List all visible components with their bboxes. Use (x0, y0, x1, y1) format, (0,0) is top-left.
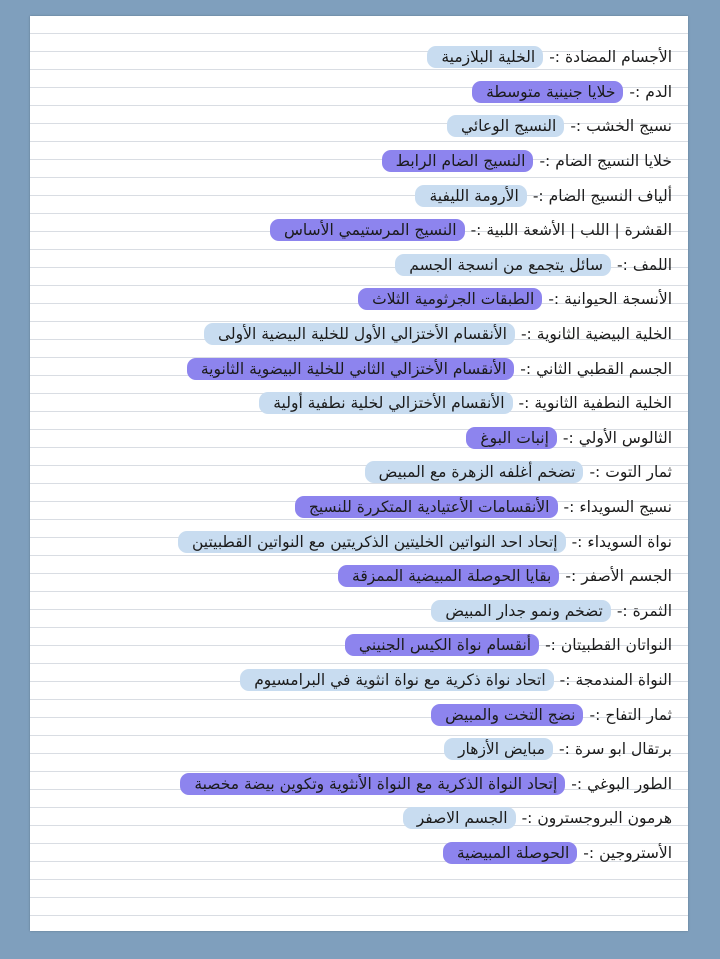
separator: :- (520, 325, 532, 344)
definition-highlight: تضخم أغلفه الزهرة مع المبيض (365, 461, 584, 483)
note-row (32, 801, 672, 836)
note-row (32, 75, 672, 110)
term-text: نسيج السويداء (579, 498, 672, 517)
term-text: برتقال ابو سرة (574, 740, 672, 759)
note-row (32, 697, 672, 732)
separator: :- (563, 498, 575, 517)
separator: :- (548, 290, 560, 309)
term-text: الثمرة (632, 601, 672, 620)
note-row (32, 40, 672, 75)
definition-highlight: خلايا جنينية متوسطة (472, 81, 623, 103)
note-row (32, 109, 672, 144)
definition-highlight: بقايا الحوصلة المبيضية الممزقة (338, 565, 559, 587)
definition-highlight: النسيج الوعائي (447, 115, 564, 137)
definition-highlight: الحوصلة المبيضية (443, 842, 577, 864)
note-row (32, 213, 672, 248)
separator: :- (570, 117, 582, 136)
definition-highlight: مبايض الأزهار (444, 738, 553, 760)
definition-highlight: الخلية البلازمية (427, 46, 543, 68)
note-row (32, 144, 672, 179)
separator: :- (565, 567, 577, 586)
definition-highlight: تضخم ونمو جدار المبيض (431, 600, 610, 622)
separator: :- (583, 843, 595, 862)
definition-highlight: الأنقسامات الأعتيادية المتكررة للنسيج (295, 496, 558, 518)
note-row (32, 317, 672, 352)
term-text: خلايا النسيج الضام (555, 152, 672, 171)
definition-highlight: النسيج الضام الرابط (382, 150, 534, 172)
definition-highlight: الأرومة الليفية (415, 185, 526, 207)
separator: :- (520, 359, 532, 378)
term-text: الجسم الأصفر (581, 567, 672, 586)
term-text: الثالوس الأولي (578, 428, 672, 447)
definition-highlight: اتحاد نواة ذكرية مع نواة انثوية في البرامسيوم (240, 669, 553, 691)
separator: :- (617, 255, 628, 274)
term-text: اللمف (632, 255, 672, 274)
definition-highlight: الأنقسام الأختزالي لخلية نطفية أولية (259, 392, 512, 414)
note-row (32, 766, 672, 801)
term-text: الخلية النطفية الثانوية (534, 394, 672, 413)
note-row (32, 386, 672, 421)
definition-highlight: إنبات البوغ (466, 427, 557, 449)
term-text: الأجسام المضادة (565, 48, 672, 67)
note-row (32, 248, 672, 283)
separator: :- (559, 670, 571, 689)
note-row (32, 836, 672, 871)
note-row (32, 594, 672, 629)
separator: :- (549, 48, 561, 67)
term-text: ثمار التفاح (605, 705, 672, 724)
term-text: القشرة | اللب | الأشعة اللبية (486, 221, 672, 240)
definition-highlight: الأنقسام الأختزالي الأول للخلية البيضية الأولى (204, 323, 515, 345)
separator: :- (562, 428, 574, 447)
notes-list (32, 40, 672, 870)
term-text: الطور البوغي (587, 774, 672, 793)
term-text: الأستروجين (599, 843, 672, 862)
note-row (32, 732, 672, 767)
definition-highlight: إتحاد احد النواتين الخليتين الذكريتين مع النواتين القطبيتين (178, 531, 566, 553)
term-text: نواة السويداء (587, 532, 672, 551)
term-text: الدم (645, 82, 672, 101)
definition-highlight: نضج التخت والمبيض (431, 704, 583, 726)
separator: :- (532, 186, 544, 205)
separator: :- (589, 705, 601, 724)
separator: :- (571, 532, 583, 551)
notebook-page (30, 16, 688, 931)
term-text: ألياف النسيج الضام (548, 186, 672, 205)
separator: :- (539, 152, 551, 171)
definition-highlight: أنقسام نواة الكيس الجنيني (345, 634, 539, 656)
note-row (32, 178, 672, 213)
separator: :- (571, 774, 583, 793)
separator: :- (545, 636, 556, 655)
definition-highlight: النسيج المرستيمي الأساس (270, 219, 465, 241)
note-row (32, 663, 672, 698)
separator: :- (470, 221, 482, 240)
note-row (32, 351, 672, 386)
term-text: الخلية البيضية الثانوية (536, 325, 672, 344)
note-row (32, 282, 672, 317)
definition-highlight: الطبقات الجرثومية الثلاث (358, 288, 542, 310)
separator: :- (629, 82, 641, 101)
term-text: نسيج الخشب (586, 117, 672, 136)
separator: :- (559, 740, 570, 759)
note-row (32, 628, 672, 663)
note-row (32, 421, 672, 456)
term-text: هرمون البروجسترون (537, 809, 672, 828)
term-text: النواة المندمجة (575, 670, 672, 689)
definition-highlight: إتحاد النواة الذكرية مع النواة الأنثوية وتكوين بيضة مخصبة (180, 773, 565, 795)
definition-highlight: الجسم الاصفر (403, 807, 516, 829)
definition-highlight: الأنقسام الأختزالي الثاني للخلية البيضوية الثانوية (187, 358, 514, 380)
separator: :- (521, 809, 533, 828)
note-row (32, 455, 672, 490)
definition-highlight: سائل يتجمع من انسجة الجسم (395, 254, 611, 276)
term-text: النواتان القطبيتان (560, 636, 672, 655)
term-text: الأنسجة الحيوانية (564, 290, 672, 309)
note-row (32, 490, 672, 525)
term-text: ثمار التوت (605, 463, 672, 482)
separator: :- (589, 463, 601, 482)
separator: :- (616, 601, 628, 620)
separator: :- (518, 394, 530, 413)
note-row (32, 559, 672, 594)
term-text: الجسم القطبي الثاني (536, 359, 672, 378)
note-row (32, 524, 672, 559)
